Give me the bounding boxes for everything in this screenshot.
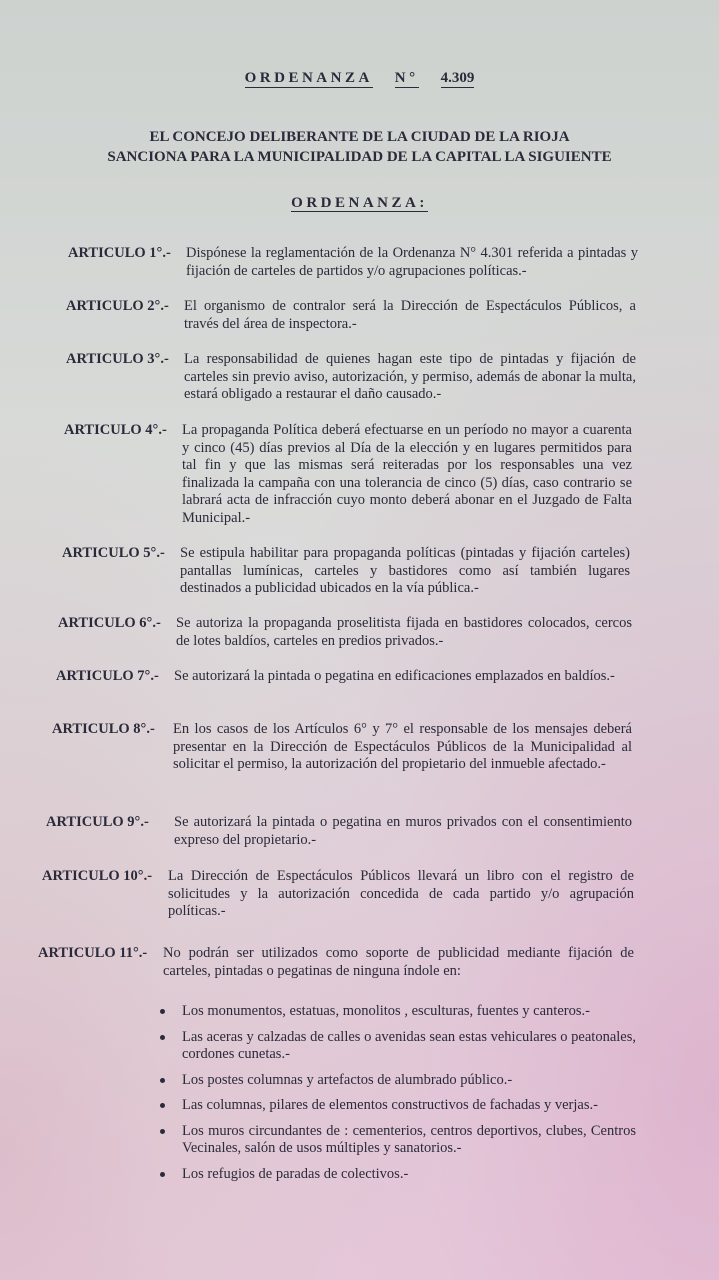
list-item-text: Los postes columnas y artefactos de alumbrado público.- [182,1071,513,1088]
article-label: ARTICULO 4°.- [64,422,167,438]
article-label: ARTICULO 6°.- [58,615,161,631]
article-11 [38,945,634,980]
article-label: ARTICULO 5°.- [62,545,165,561]
article-label: ARTICULO 2°.- [66,298,169,314]
article-text: El organismo de contralor será la Dirección de Espectáculos Públicos, a través del área de inspectora.- [184,298,636,332]
list-item [158,1166,636,1184]
ordinance-title-word: ORDENANZA [244,70,373,86]
article-1 [68,245,638,280]
article-text: La propaganda Política deberá efectuarse en un período no mayor a cuarenta y cinco (45) días previos al Día de la elección y en lugares permitidos para tal fin y que las mismas será reiteradas por los responsables una vez finalizada la campaña con una tolerancia de cinco (5) días, caso contrario se labrará acta de infracción cuyo monto deberá abonar en el Juzgado de Falta Municipal.- [182,422,632,526]
article-6 [58,615,632,650]
article-label: ARTICULO 1°.- [68,245,171,261]
article-label: ARTICULO 9°.- [46,814,149,830]
ordinance-subtitle [0,195,719,212]
article-label: ARTICULO 7°.- [56,668,159,684]
article-text: La responsabilidad de quienes hagan este tipo de pintadas y fijación de carteles sin previo aviso, autorización, y permiso, además de abonar la multa, estará obligado a restaurar el daño causado.- [184,351,636,402]
council-heading-line-2: SANCIONA PARA LA MUNICIPALIDAD DE LA CAPITAL LA SIGUIENTE [107,149,612,165]
list-item-text: Las columnas, pilares de elementos constructivos de fachadas y verjas.- [182,1097,598,1113]
bullet-icon [160,1009,165,1014]
list-item-text: Los refugios de paradas de colectivos.- [182,1165,409,1182]
article-3 [66,351,636,404]
article-2 [66,298,636,333]
list-item-text: Las aceras y calzadas de calles o avenidas sean estas vehiculares o peatonales, cordones cunetas.- [182,1028,636,1062]
council-heading-line-1: EL CONCEJO DELIBERANTE DE LA CIUDAD DE LA RIOJA [149,129,570,145]
article-text: Dispónese la reglamentación de la Ordenanza N° 4.301 referida a pintadas y fijación de carteles de partidos y/o agrupaciones políticas.- [186,245,638,279]
list-item [158,1029,636,1064]
bullet-icon [160,1103,165,1108]
article-text: No podrán ser utilizados como soporte de publicidad mediante fijación de carteles, pintadas o pegatinas de ninguna índole en: [163,945,634,979]
list-item [158,1072,636,1090]
article-text: Se autorizará la pintada o pegatina en edificaciones emplazados en baldíos.- [174,668,615,684]
article-10 [42,868,634,921]
article-text: Se autoriza la propaganda proselitista fijada en bastidores colocados, cercos de lotes baldíos, carteles en predios privados.- [176,615,632,649]
bullet-icon [160,1035,165,1040]
council-heading [0,127,719,167]
ordinance-number: 4.309 [440,70,475,86]
bullet-icon [160,1078,165,1083]
article-label: ARTICULO 11°.- [38,945,148,961]
article-text: En los casos de los Artículos 6° y 7° el responsable de los mensajes deberá presentar en la Dirección de Espectáculos Públicos de la Municipalidad al solicitar el permiso, la autorización del propietario del inmueble afectado.- [173,721,632,772]
article-8 [52,721,632,774]
bullet-icon [160,1129,165,1134]
ordinance-subtitle-text: ORDENANZA: [291,195,428,211]
bullet-icon [160,1172,165,1177]
list-item-text: Los muros circundantes de : cementerios, centros deportivos, clubes, Centros Vecinales, salón de usos múltiples y sanatorios.- [182,1122,636,1156]
list-item [158,1123,636,1158]
article-label: ARTICULO 3°.- [66,351,169,367]
article-7 [56,668,632,686]
ordinance-title [0,70,719,87]
article-9 [46,814,632,849]
article-label: ARTICULO 8°.- [52,721,155,737]
list-item [158,1003,636,1021]
article-label: ARTICULO 10°.- [42,868,153,884]
article-5 [62,545,630,598]
prohibited-locations-list [158,1003,636,1191]
list-item-text: Los monumentos, estatuas, monolitos , esculturas, fuentes y canteros.- [182,1003,590,1019]
article-text: La Dirección de Espectáculos Públicos llevará un libro con el registro de solicitudes y la autorización concedida de cada partido y/o agrupación políticas.- [168,868,634,919]
article-text: Se estipula habilitar para propaganda políticas (pintadas y fijación carteles) pantallas lumínicas, carteles y bastidores como así también lugares destinados a publicidad ubicados en la vía pública.- [180,545,630,596]
ordinance-number-label: N° [394,70,419,86]
article-4 [64,422,632,527]
article-text: Se autorizará la pintada o pegatina en muros privados con el consentimiento expreso del propietario.- [174,814,632,848]
list-item [158,1097,636,1115]
